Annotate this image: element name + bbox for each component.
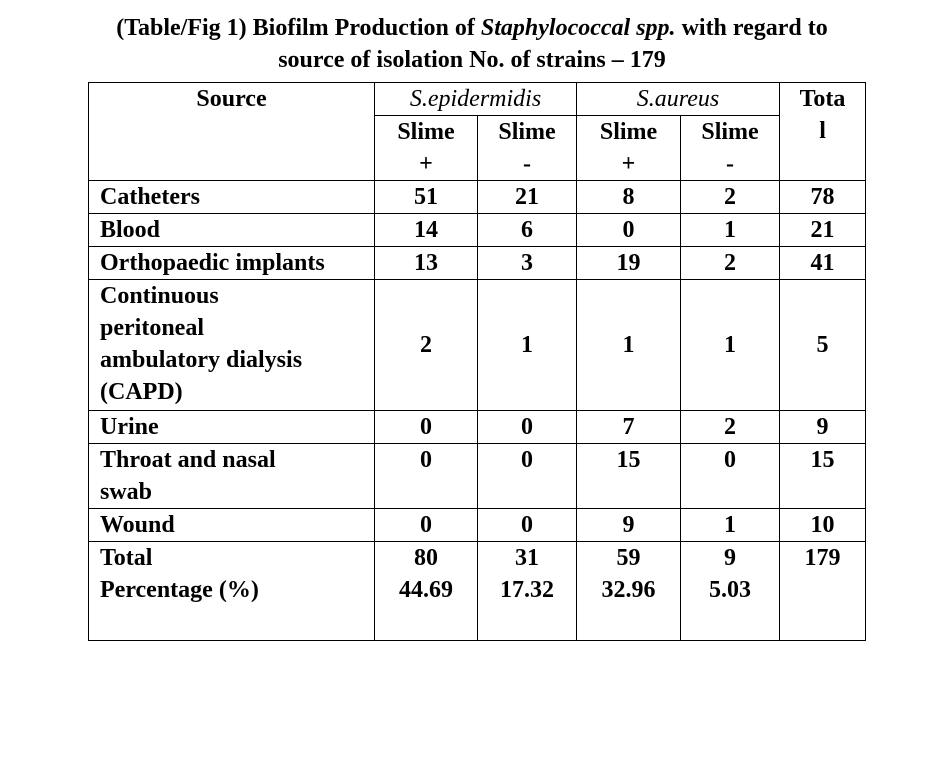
cell-value: 9 [577,509,681,542]
cell-value: 1 [681,509,780,542]
total-cell [478,542,577,641]
cell-value: 1 [681,280,780,411]
header-s-aureus: S.aureus [577,83,780,116]
cell-value: 2 [681,411,780,444]
cell-value: 1 [681,214,780,247]
total-value: 31 [515,545,539,571]
row-source: Wound [89,509,375,542]
header-sub-1-line-2: + [419,151,433,177]
row-source-line: ambulatory dialysis [100,347,303,373]
header-total-line-2: l [819,118,826,144]
title-italic-genus: Staphylococcal spp. [480,15,676,41]
cell-value: 7 [577,411,681,444]
row-source-line: swab [100,479,153,505]
cell-value: 0 [577,214,681,247]
cell-value: 0 [478,444,577,509]
cell-total: 9 [780,411,866,444]
header-sub-4-line-2: - [726,151,735,177]
cell-value: 0 [478,411,577,444]
title-line-2: source of isolation No. of strains – 179 [278,47,666,73]
cell-value: 3 [478,247,577,280]
table-row [89,444,866,509]
total-value: 9 [724,545,737,571]
table-row [89,181,866,214]
percentage-label: Percentage (%) [100,577,259,603]
percentage-value: 5.03 [709,577,752,603]
row-source: Urine [89,411,375,444]
cell-total: 15 [780,444,866,509]
row-source-line: Throat and nasal [100,447,276,473]
cell-value: 2 [681,181,780,214]
table-row [89,411,866,444]
header-sub-1 [375,116,478,181]
cell-total: 41 [780,247,866,280]
row-source-line: (CAPD) [100,379,183,405]
total-row [89,542,866,641]
grand-total-value: 179 [804,545,841,571]
header-row-1 [89,83,866,116]
total-value: 80 [414,545,438,571]
biofilm-table [88,82,866,641]
cell-total: 10 [780,509,866,542]
total-value: 59 [616,545,641,571]
header-sub-1-line-1: Slime [397,119,455,145]
total-row-label [89,542,375,641]
cell-value: 15 [577,444,681,509]
cell-value: 6 [478,214,577,247]
header-sub-3-line-2: + [621,151,636,177]
header-sub-2 [478,116,577,181]
cell-value: 0 [375,444,478,509]
cell-value: 0 [375,509,478,542]
total-cell [375,542,478,641]
title-line-1 [0,12,944,44]
row-source: Blood [89,214,375,247]
cell-value: 21 [478,181,577,214]
header-sub-4 [681,116,780,181]
header-sub-2-line-1: Slime [498,119,556,145]
header-sub-3 [577,116,681,181]
cell-value: 0 [478,509,577,542]
table-row [89,280,866,411]
row-source-line: peritoneal [100,315,204,341]
row-source: Catheters [89,181,375,214]
row-source [89,280,375,411]
header-total-line-1: Tota [799,86,846,112]
cell-value: 2 [681,247,780,280]
table-row [89,214,866,247]
total-cell [577,542,681,641]
cell-value: 2 [375,280,478,411]
table-title [0,12,944,76]
cell-value: 8 [577,181,681,214]
total-cell [681,542,780,641]
cell-value: 0 [681,444,780,509]
percentage-value: 17.32 [500,577,554,603]
row-source [89,444,375,509]
cell-value: 19 [577,247,681,280]
cell-value: 13 [375,247,478,280]
header-total [780,83,866,181]
cell-value: 14 [375,214,478,247]
row-source-line: Continuous [100,283,219,309]
header-source: Source [89,83,375,181]
table-row [89,509,866,542]
row-source: Orthopaedic implants [89,247,375,280]
header-sub-4-line-1: Slime [701,119,759,145]
cell-total: 5 [780,280,866,411]
percentage-value: 32.96 [601,577,656,603]
cell-value: 1 [478,280,577,411]
total-label: Total [100,545,153,571]
cell-total: 21 [780,214,866,247]
header-s-epidermidis: S.epidermidis [375,83,577,116]
total-cell [780,542,866,641]
cell-value: 1 [577,280,681,411]
cell-total: 78 [780,181,866,214]
table-row [89,247,866,280]
header-sub-2-line-2: - [523,151,531,177]
header-sub-3-line-1: Slime [599,119,658,145]
percentage-value: 44.69 [399,577,453,603]
cell-value: 0 [375,411,478,444]
cell-value: 51 [375,181,478,214]
title-suffix: with regard to [675,15,828,41]
title-prefix: (Table/Fig 1) Biofilm Production of [116,15,481,41]
